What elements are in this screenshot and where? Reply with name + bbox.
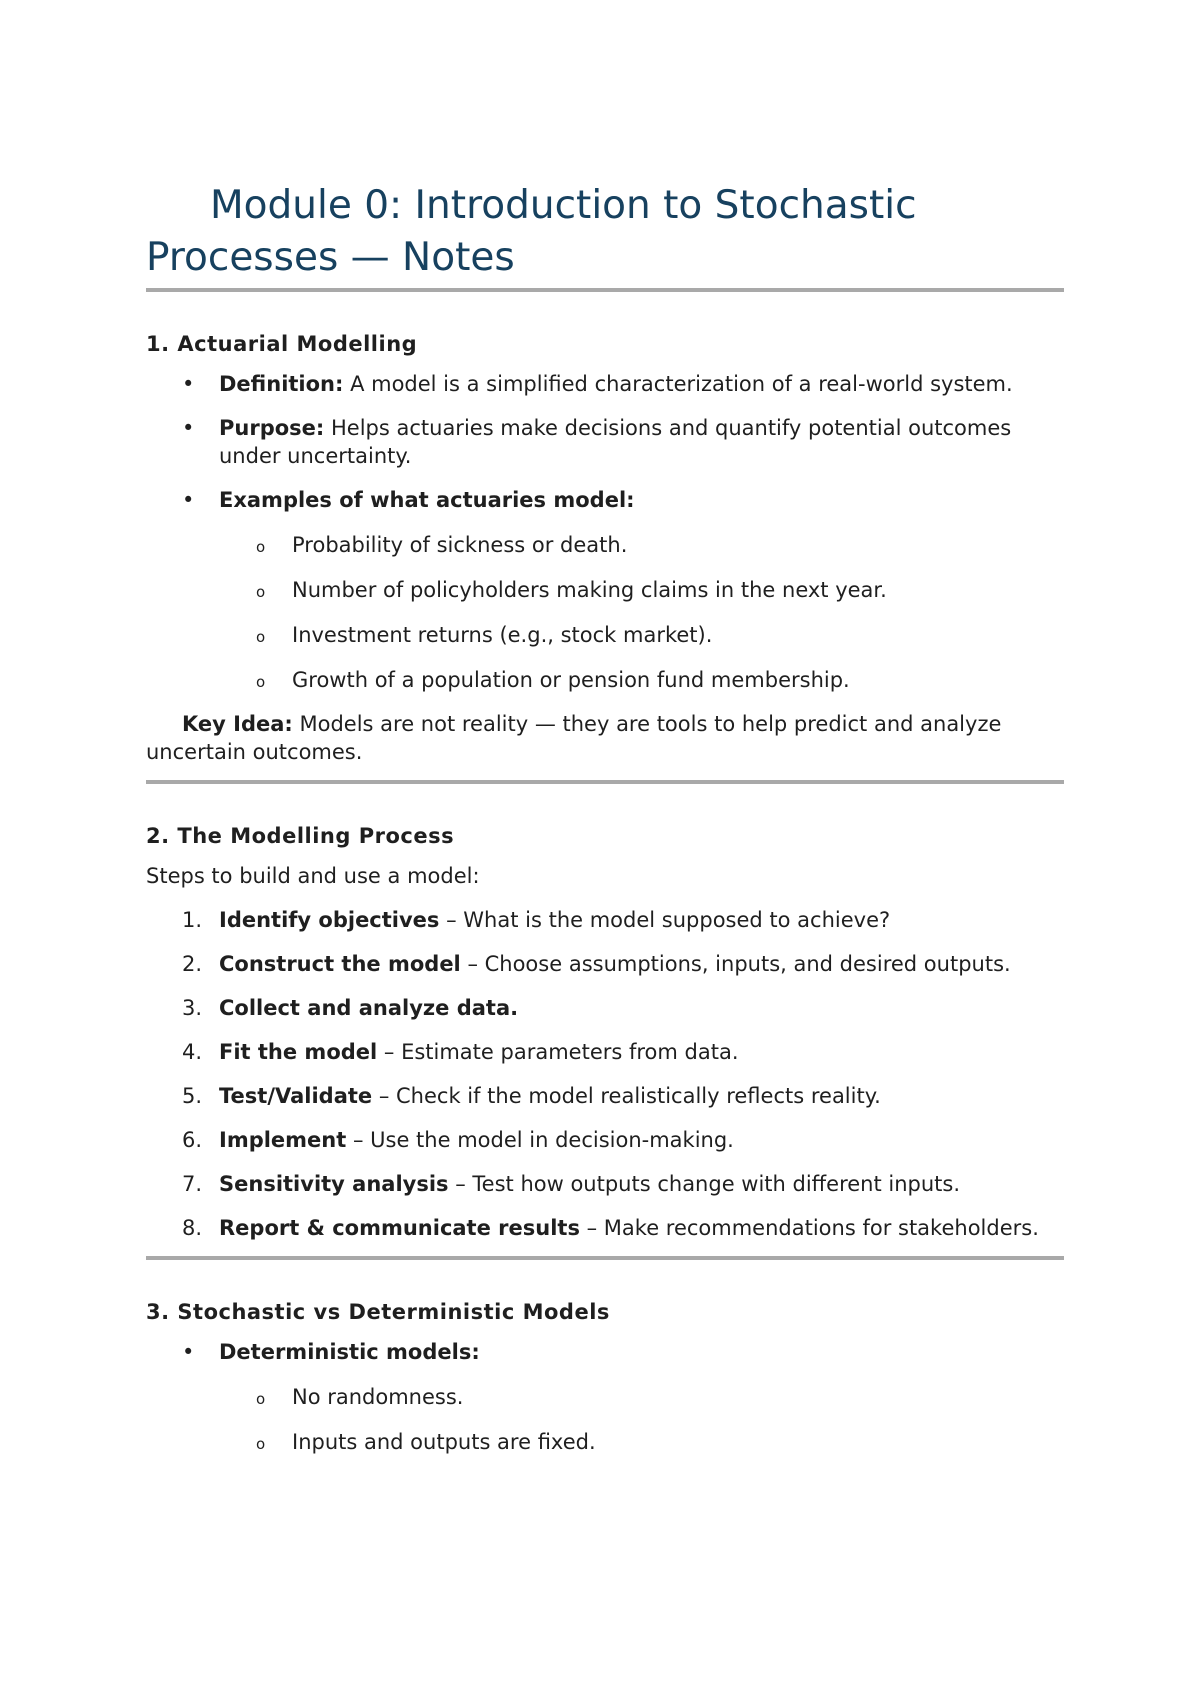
list-item: 3. Collect and analyze data. — [182, 996, 519, 1020]
list-item: 5. Test/Validate – Check if the model realistically reflects reality. — [182, 1084, 881, 1108]
list-item: o Probability of sickness or death. — [146, 531, 1064, 559]
deterministic-list — [146, 1383, 1064, 1456]
circle-bullet-icon: o — [256, 673, 266, 691]
bullet-icon: • — [182, 416, 195, 440]
list-item: 2. Construct the model – Choose assumptions, inputs, and desired outputs. — [182, 952, 1011, 976]
circle-bullet-icon: o — [256, 628, 266, 646]
bullet-icon: • — [182, 488, 195, 512]
section-divider — [146, 780, 1064, 784]
circle-bullet-icon: o — [256, 1435, 266, 1453]
list-item: 4. Fit the model – Estimate parameters from data. — [182, 1040, 739, 1064]
list-item: • Purpose: Helps actuaries make decisions and quantify potential outcomes under uncertainty. — [182, 416, 1012, 468]
list-item: o No randomness. — [146, 1383, 1064, 1411]
key-idea: Key Idea: Models are not reality — they are tools to help predict and analyze uncertain outcomes. — [146, 712, 1002, 764]
list-item: • Definition: A model is a simplified characterization of a real-world system. — [182, 372, 1013, 396]
section-heading-1: 1. Actuarial Modelling — [146, 332, 418, 356]
examples-list — [146, 531, 1064, 694]
section-3-bullets — [146, 1338, 1064, 1366]
list-item: 1. Identify objectives – What is the model supposed to achieve? — [182, 908, 891, 932]
list-item: • Examples of what actuaries model: — [182, 488, 635, 512]
list-item: o Number of policyholders making claims in the next year. — [146, 576, 1064, 604]
page-title: Module 0: Introduction to Stochastic Processes — Notes — [146, 183, 917, 280]
list-item: o Investment returns (e.g., stock market). — [146, 621, 1064, 649]
circle-bullet-icon: o — [256, 583, 266, 601]
section-heading-3: 3. Stochastic vs Deterministic Models — [146, 1300, 610, 1324]
bullet-icon: • — [182, 1340, 195, 1364]
bullet-icon: • — [182, 372, 195, 396]
list-item: 6. Implement – Use the model in decision-making. — [182, 1128, 734, 1152]
list-item: • Deterministic models: — [182, 1340, 480, 1364]
list-item: 7. Sensitivity analysis – Test how outputs change with different inputs. — [182, 1172, 961, 1196]
steps-list — [146, 906, 1064, 1242]
section-heading-2: 2. The Modelling Process — [146, 824, 455, 848]
list-item: o Growth of a population or pension fund membership. — [146, 666, 1064, 694]
section-2-intro: Steps to build and use a model: — [146, 864, 480, 888]
section-divider — [146, 1256, 1064, 1260]
circle-bullet-icon: o — [256, 538, 266, 556]
list-item: o Inputs and outputs are fixed. — [146, 1428, 1064, 1456]
document-page — [146, 180, 1064, 1456]
circle-bullet-icon: o — [256, 1390, 266, 1408]
title-divider — [146, 288, 1064, 292]
section-1-bullets — [146, 370, 1064, 514]
list-item: 8. Report & communicate results – Make recommendations for stakeholders. — [182, 1216, 1039, 1240]
